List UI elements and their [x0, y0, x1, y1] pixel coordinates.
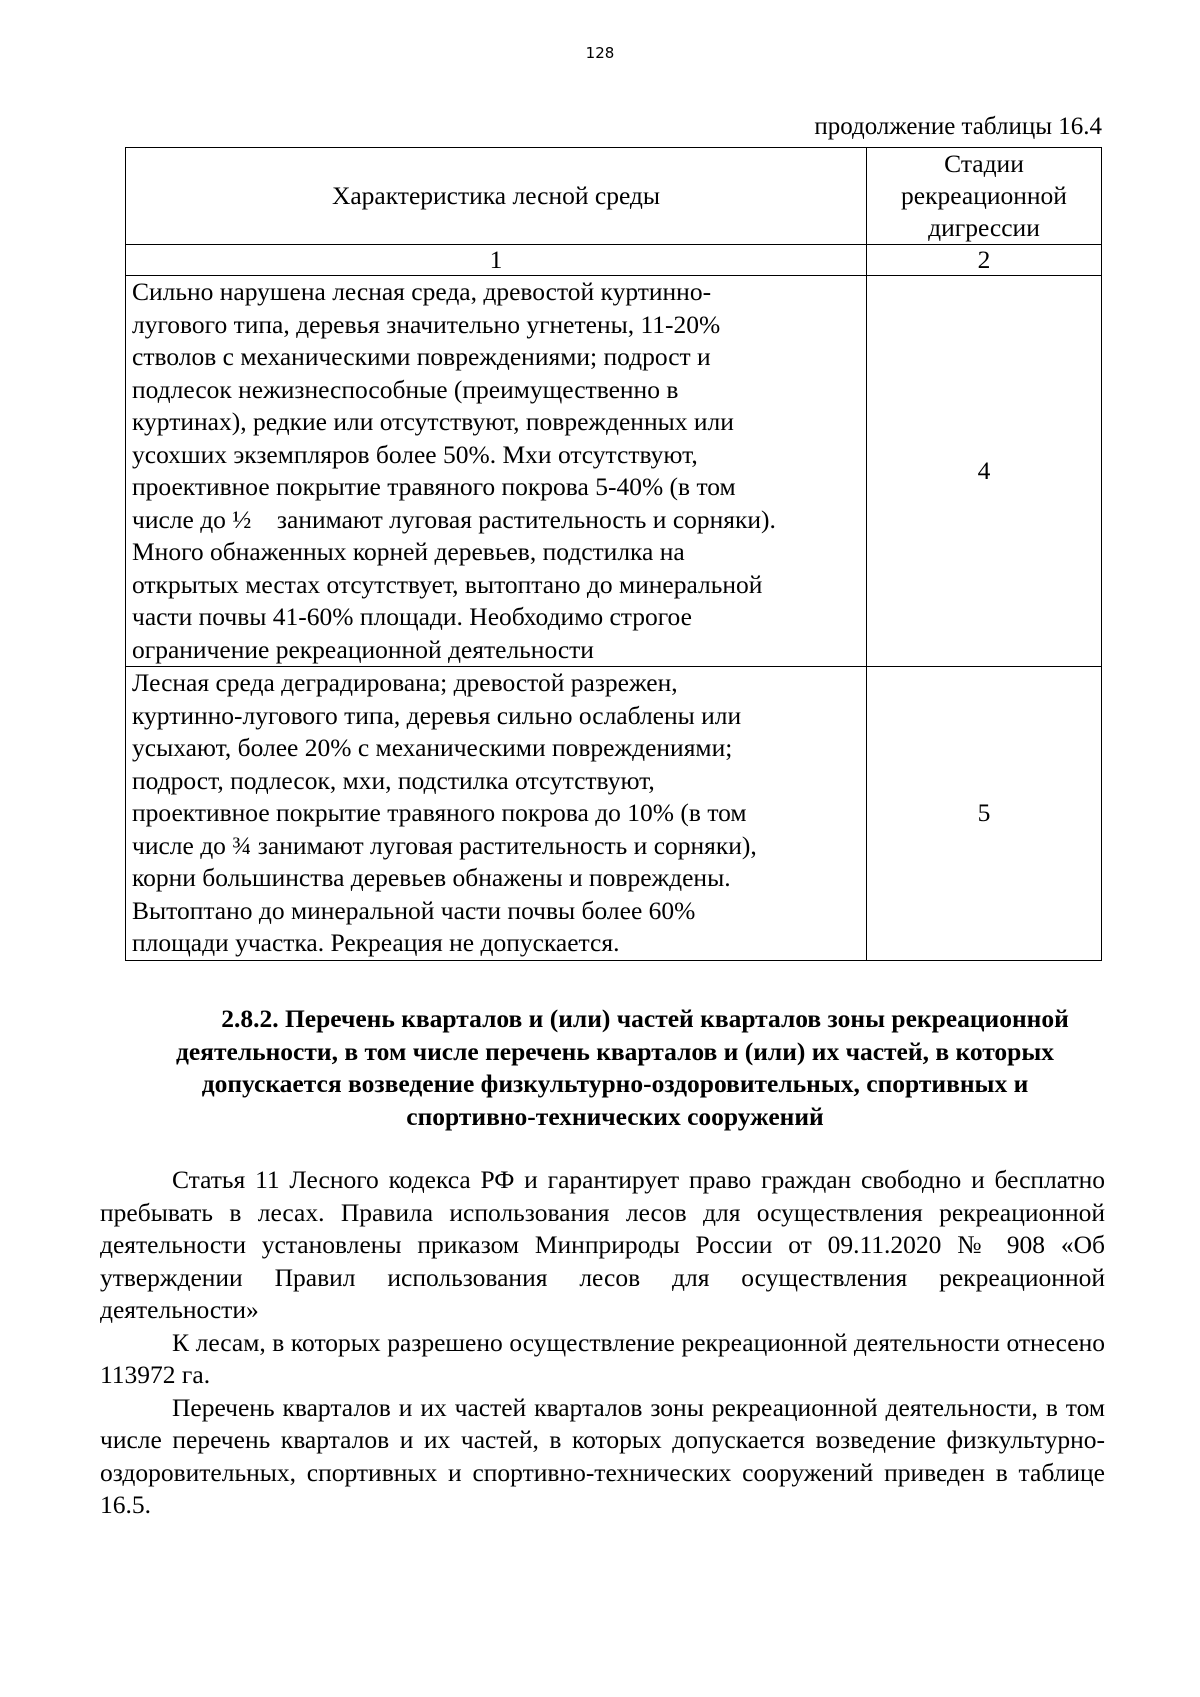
paragraph: Статья 11 Лесного кодекса РФ и гарантирует право граждан свободно и бесплатно пребывать в лесах. Правила использования лесов для осуществления рекреационной деятельности установлены приказом Минприроды России от 09.11.2020 № 908 «Об утверждении Правил использования лесов для осуществления рекреационной деятельности» [100, 1165, 1105, 1324]
header-forest-characteristic: Характеристика лесной среды [126, 148, 867, 245]
description-line: куртинах), редкие или отсутствуют, поврежденных или [132, 407, 734, 436]
table-row [126, 667, 1102, 961]
heading-line: деятельности, в том числе перечень кварталов и (или) их частей, в которых [175, 1036, 1055, 1066]
description-line: Лесная среда деградирована; древостой разрежен, [132, 668, 678, 697]
column-number: 1 [126, 245, 867, 276]
section-body [100, 1164, 1105, 1522]
description-line: числе до ¾ занимают луговая растительность и сорняки), [132, 830, 757, 860]
description-line: ограничение рекреационной деятельности [132, 634, 594, 664]
forest-environment-table [125, 147, 1102, 961]
description-line: лугового типа, деревья значительно угнетены, 11-20% [132, 309, 721, 339]
table-header-row [126, 148, 1102, 245]
section-heading [120, 1003, 1110, 1133]
page-number: 128 [585, 44, 615, 62]
header-digression-stage [867, 148, 1102, 245]
paragraph: Перечень кварталов и их частей кварталов зоны рекреационной деятельности, в том числе перечень кварталов и их частей, в которых допускается возведение физкультурно-оздоровительных, спортивных и спортивно-технических сооружений приведен в таблице 16.5. [100, 1392, 1105, 1519]
description-line: открытых местах отсутствует, вытоптано до минеральной [132, 569, 763, 599]
description-line: части почвы 41-60% площади. Необходимо строгое [132, 602, 692, 631]
heading-line: допускается возведение физкультурно-оздоровительных, спортивных и [201, 1069, 1029, 1098]
paragraph: К лесам, в которых разрешено осуществление рекреационной деятельности отнесено 113972 га. [100, 1327, 1105, 1389]
description-line: площади участка. Рекреация не допускается. [132, 928, 620, 957]
description-line: Сильно нарушена лесная среда, древостой куртинно- [132, 277, 712, 306]
description-line: Вытоптано до минеральной части почвы более 60% [132, 895, 696, 925]
column-number-row [126, 245, 1102, 276]
description-line: проективное покрытие травяного покрова 5-40% (в том [132, 472, 736, 501]
heading-line: 2.8.2. Перечень кварталов и (или) частей кварталов зоны рекреационной [221, 1004, 1069, 1033]
row-description [126, 276, 867, 667]
table-continuation-caption: продолжение таблицы 16.4 [814, 113, 1102, 140]
header-line: Стадии [944, 149, 1024, 178]
heading-line: спортивно-технических сооружений [406, 1101, 824, 1131]
description-line: стволов с механическими повреждениями; подрост и [132, 342, 711, 371]
description-line: числе до ½ занимают луговая растительность и сорняки). [132, 504, 776, 534]
description-line: усохших экземпляров более 50%. Мхи отсутствуют, [132, 439, 698, 469]
row-stage-value: 4 [867, 276, 1102, 667]
column-number: 2 [867, 245, 1102, 276]
description-line: проективное покрытие травяного покрова до 10% (в том [132, 798, 747, 827]
table-row [126, 276, 1102, 667]
description-line: куртинно-лугового типа, деревья сильно ослаблены или [132, 700, 742, 730]
row-stage-value: 5 [867, 667, 1102, 961]
description-line: подлесок нежизнеспособные (преимущественно в [132, 374, 679, 404]
description-line: корни большинства деревьев обнажены и повреждены. [132, 863, 731, 892]
header-line: рекреационной [901, 181, 1067, 210]
description-line: подрост, подлесок, мхи, подстилка отсутствуют, [132, 765, 655, 795]
header-line: дигрессии [928, 213, 1040, 242]
description-line: усыхают, более 20% с механическими повреждениями; [132, 733, 733, 762]
description-line: Много обнаженных корней деревьев, подстилка на [132, 537, 685, 566]
row-description [126, 667, 867, 961]
